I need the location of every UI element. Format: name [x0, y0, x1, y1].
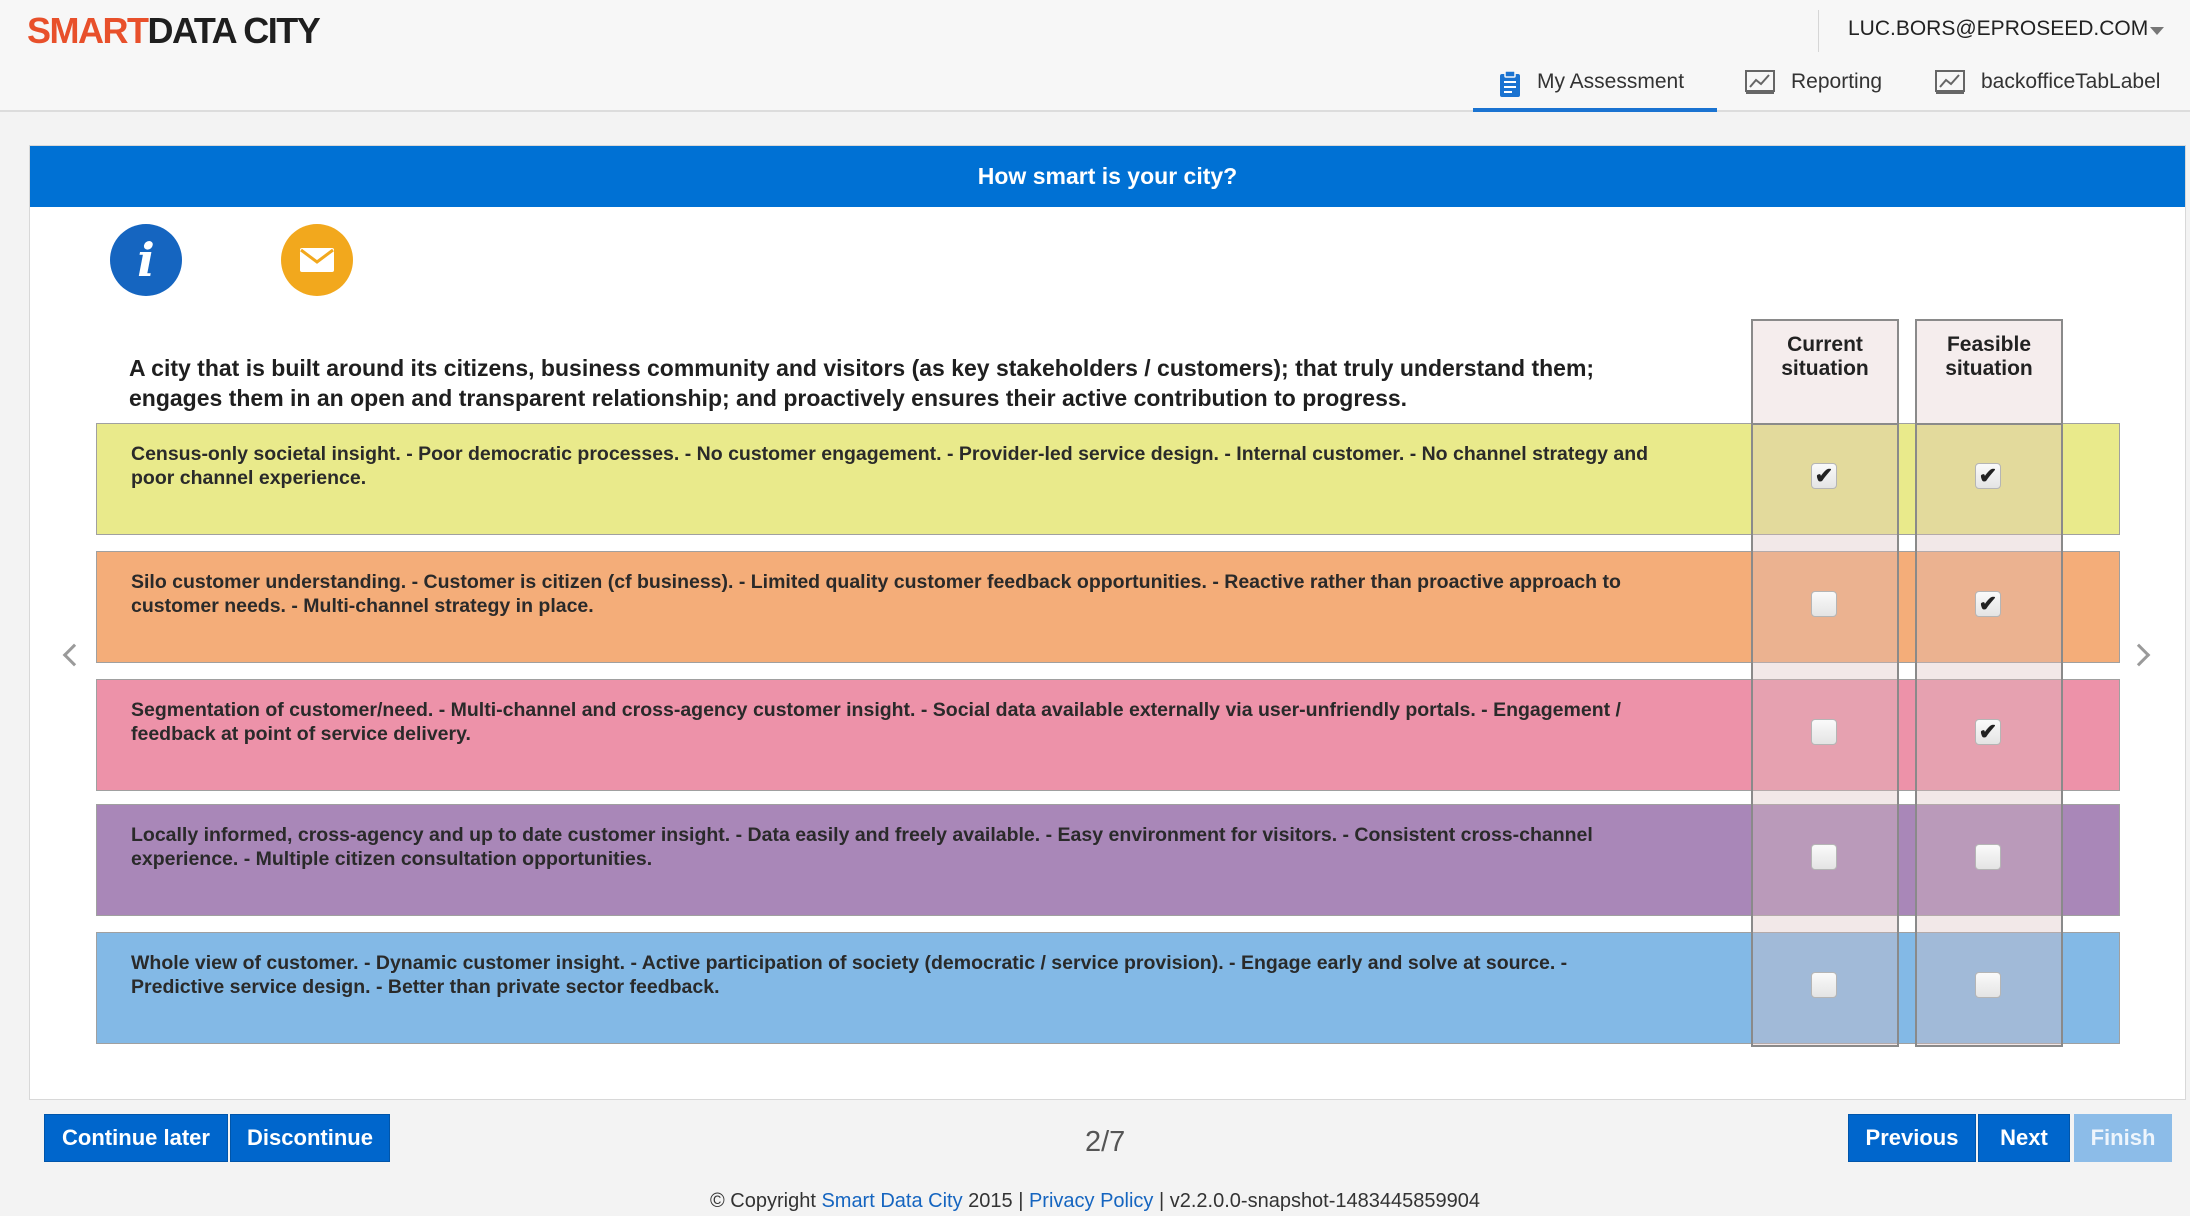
- panel-title: How smart is your city?: [30, 146, 2185, 207]
- answer-text: Locally informed, cross-agency and up to date customer insight. - Data easily and freely available. - Easy environment for visitors. - Consistent cross-channel experience. - Multiple citizen consultation opportunities.: [131, 824, 1593, 870]
- tab-my-assessment[interactable]: [1473, 64, 1717, 112]
- tab-reporting[interactable]: [1745, 64, 1882, 112]
- column-header-feasible: Feasible situation: [1917, 321, 2061, 425]
- tab-label: Reporting: [1791, 70, 1883, 93]
- info-icon[interactable]: i: [110, 224, 182, 296]
- company-link[interactable]: Smart Data City: [821, 1190, 963, 1212]
- header-divider: [1818, 10, 1819, 52]
- continue-later-button[interactable]: Continue later: [44, 1114, 228, 1162]
- feasible-situation-checkbox[interactable]: [1975, 844, 2001, 870]
- chart-icon: [1935, 70, 1965, 94]
- current-situation-checkbox[interactable]: [1811, 844, 1837, 870]
- current-situation-checkbox[interactable]: [1811, 972, 1837, 998]
- next-button[interactable]: Next: [1978, 1114, 2070, 1162]
- chevron-left-icon[interactable]: [63, 644, 86, 667]
- user-menu[interactable]: LUC.BORS@EPROSEED.COM: [1848, 17, 2149, 40]
- copyright-text: © Copyright: [709, 1190, 822, 1212]
- chart-icon: [1745, 70, 1775, 94]
- tab-label: My Assessment: [1537, 70, 1685, 93]
- feasible-situation-checkbox[interactable]: [1975, 972, 2001, 998]
- tab-label: backofficeTabLabel: [1981, 70, 2161, 93]
- footer: [0, 1190, 2190, 1213]
- chevron-right-icon[interactable]: [2128, 644, 2151, 667]
- app-logo[interactable]: SMARTDATA CITY: [27, 10, 320, 51]
- clipboard-icon: [1499, 70, 1521, 98]
- discontinue-button[interactable]: Discontinue: [230, 1114, 390, 1162]
- mail-icon[interactable]: [281, 224, 353, 296]
- previous-button[interactable]: Previous: [1848, 1114, 1976, 1162]
- feasible-situation-checkbox[interactable]: ✔: [1975, 591, 2001, 617]
- current-situation-checkbox[interactable]: [1811, 719, 1837, 745]
- chevron-down-icon[interactable]: [2150, 27, 2164, 35]
- column-feasible-situation: [1915, 319, 2063, 1047]
- answer-text: Whole view of customer. - Dynamic customer insight. - Active participation of society (democratic / service provision). - Engage early and solve at source. - Predictive service design. - Better than private sector feedback.: [131, 952, 1568, 998]
- app-header: [0, 0, 2190, 112]
- column-header-current: Current situation: [1753, 321, 1897, 425]
- answer-text: Silo customer understanding. - Customer is citizen (cf business). - Limited quality customer feedback opportunities. - Reactive rather than proactive approach to customer needs. - Multi-channel strategy in place.: [131, 571, 1621, 617]
- answer-text: Segmentation of customer/need. - Multi-channel and cross-agency customer insight. - Social data available externally via user-unfriendly portals. - Engagement / feedback at point of service delivery.: [131, 699, 1621, 745]
- column-current-situation: [1751, 319, 1899, 1047]
- feasible-situation-checkbox[interactable]: ✔: [1975, 463, 2001, 489]
- tab-backoffice[interactable]: [1935, 64, 2160, 112]
- feasible-situation-checkbox[interactable]: ✔: [1975, 719, 2001, 745]
- copyright-year: 2015 |: [962, 1190, 1029, 1212]
- current-situation-checkbox[interactable]: [1811, 591, 1837, 617]
- assessment-panel: [29, 145, 2186, 1100]
- current-situation-checkbox[interactable]: ✔: [1811, 463, 1837, 489]
- question-intro: A city that is built around its citizens, business community and visitors (as key stakeholders / customers); that truly understand them; engages them in an open and transparent relationship; and proactively ensures their active contribution to progress.: [129, 355, 1595, 411]
- privacy-policy-link[interactable]: Privacy Policy: [1028, 1190, 1154, 1212]
- version-text: | v2.2.0.0-snapshot-1483445859904: [1153, 1190, 1480, 1212]
- answer-text: Census-only societal insight. - Poor democratic processes. - No customer engagement. - Provider-led service design. - Internal customer. - No channel strategy and poor channel experience.: [131, 443, 1649, 489]
- page-indicator: 2/7: [1085, 1126, 1126, 1158]
- finish-button[interactable]: Finish: [2074, 1114, 2172, 1162]
